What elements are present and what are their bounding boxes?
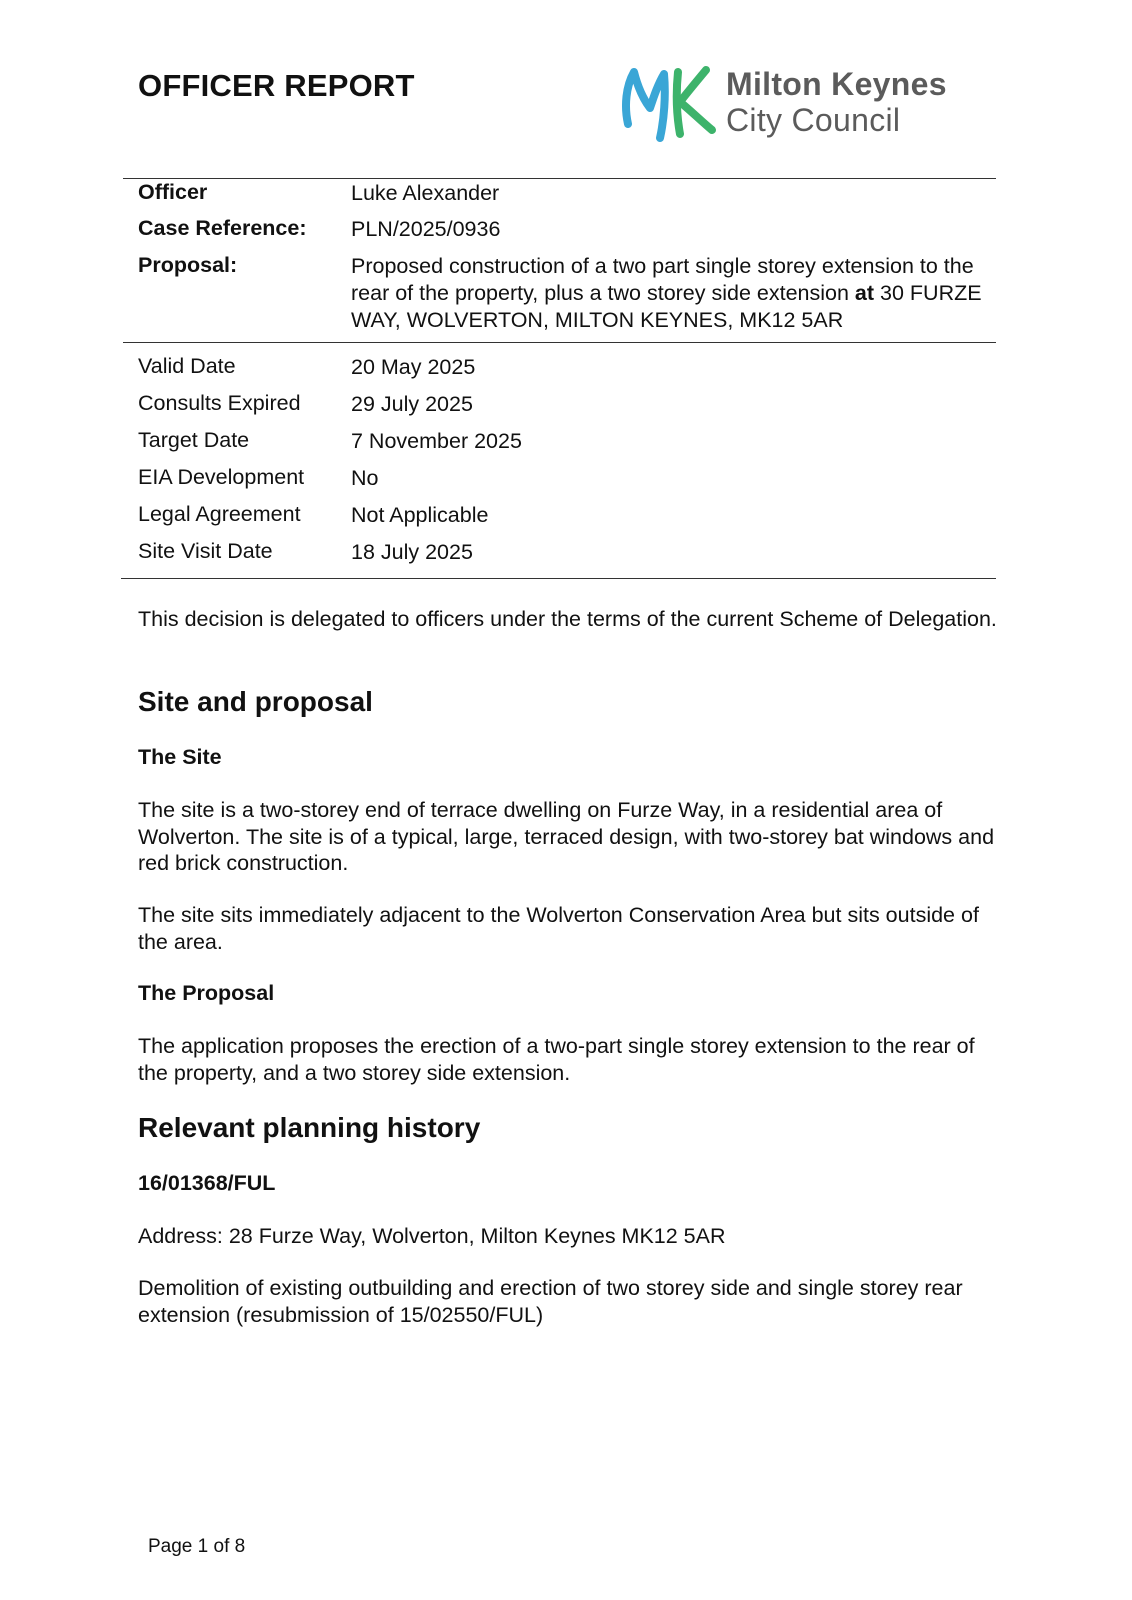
page-number: Page 1 of 8 [148, 1536, 246, 1557]
date-value: 7 November 2025 [351, 429, 522, 453]
site-and-proposal-heading: Site and proposal [138, 686, 373, 717]
date-value: 29 July 2025 [351, 392, 473, 416]
case-reference-value: PLN/2025/0936 [351, 217, 501, 241]
proposal-text-2: 30 FURZE WAY, WOLVERTON, MILTON KEYNES, MK12 5AR [351, 281, 982, 332]
date-value: Not Applicable [351, 503, 489, 527]
proposal-value [351, 253, 991, 334]
divider-middle [123, 342, 996, 343]
planning-history-heading: Relevant planning history [138, 1112, 481, 1143]
date-label: EIA Development [138, 465, 305, 489]
officer-label: Officer [138, 180, 208, 204]
council-logo [620, 62, 1000, 144]
logo-text-line1: Milton Keynes [726, 66, 947, 102]
date-label: Legal Agreement [138, 502, 301, 526]
divider-top [123, 178, 996, 179]
proposal-label: Proposal: [138, 253, 238, 277]
date-value: No [351, 466, 379, 490]
planning-history-address: Address: 28 Furze Way, Wolverton, Milton Keynes MK12 5AR [138, 1224, 726, 1248]
logo-text-line2: City Council [726, 102, 901, 138]
case-reference-label: Case Reference: [138, 216, 307, 240]
site-paragraph-2: The site sits immediately adjacent to the Wolverton Conservation Area but sits outside of the area. [138, 903, 979, 954]
date-label: Consults Expired [138, 391, 301, 415]
officer-value: Luke Alexander [351, 181, 500, 205]
date-value: 18 July 2025 [351, 540, 473, 564]
planning-history-reference: 16/01368/FUL [138, 1171, 276, 1195]
the-site-heading: The Site [138, 745, 222, 769]
site-paragraph-1: The site is a two-storey end of terrace dwelling on Furze Way, in a residential area of Wolverton. The site is of a typical, large, terraced design, with two-storey bat windows and red brick construction. [138, 798, 995, 875]
date-label: Target Date [138, 428, 250, 452]
proposal-text-bold: at [854, 281, 875, 305]
the-proposal-heading: The Proposal [138, 981, 275, 1005]
delegation-paragraph: This decision is delegated to officers under the terms of the current Scheme of Delegation. [138, 607, 997, 631]
report-title: OFFICER REPORT [138, 68, 415, 103]
date-label: Valid Date [138, 354, 236, 378]
proposal-paragraph: The application proposes the erection of a two-part single storey extension to the rear of the property, and a two storey side extension. [138, 1034, 975, 1085]
mk-logo-mark-icon [620, 62, 720, 144]
planning-history-description: Demolition of existing outbuilding and erection of two storey side and single storey rear extension (resubmission of 15/02550/FUL) [138, 1276, 963, 1327]
date-value: 20 May 2025 [351, 355, 476, 379]
divider-bottom [121, 578, 996, 579]
date-label: Site Visit Date [138, 539, 273, 563]
proposal-text-1: Proposed construction of a two part single storey extension to the rear of the property, plus a two storey side extension [351, 254, 974, 305]
